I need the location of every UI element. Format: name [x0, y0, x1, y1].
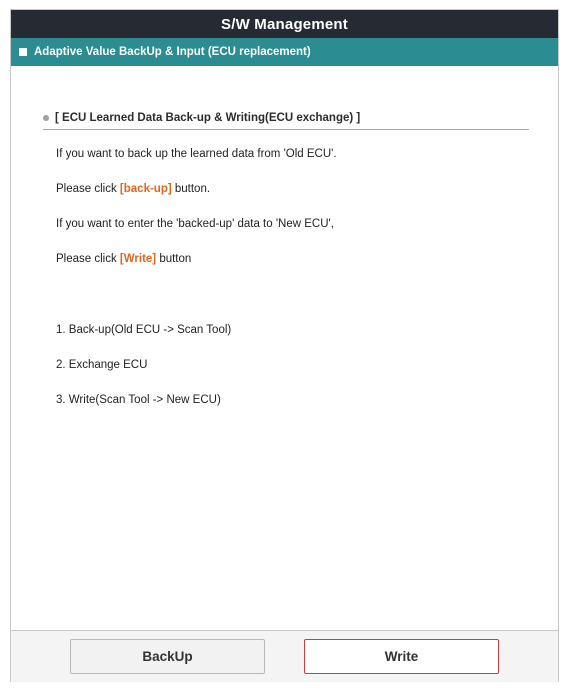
content-heading-row: [43, 106, 529, 130]
write-keyword: [Write]: [119, 253, 157, 265]
instruction-line-2-prefix: Please click: [56, 183, 120, 195]
instruction-line-2: [56, 183, 210, 195]
section-header: [11, 38, 558, 66]
instruction-line-4-prefix: Please click: [56, 253, 120, 265]
step-item: 2. Exchange ECU: [56, 359, 148, 371]
step-item: 1. Back-up(Old ECU -> Scan Tool): [56, 324, 232, 336]
backup-keyword: [back-up]: [119, 183, 172, 195]
instruction-line-2-suffix: button.: [171, 183, 211, 195]
backup-button[interactable]: BackUp: [70, 639, 265, 674]
step-item: 3. Write(Scan Tool -> New ECU): [56, 394, 221, 406]
window-title-bar: [11, 10, 558, 38]
sw-management-window: [10, 9, 559, 682]
section-title: Adaptive Value BackUp & Input (ECU replacement): [34, 46, 311, 58]
instruction-line-3: If you want to enter the 'backed-up' data to 'New ECU',: [56, 218, 334, 230]
content-panel: [11, 66, 558, 628]
instruction-line-4-suffix: button: [156, 253, 192, 265]
button-bar: [11, 630, 558, 682]
instruction-line-1: If you want to back up the learned data from 'Old ECU'.: [56, 148, 337, 160]
instruction-line-4: [56, 253, 191, 265]
content-heading: [ ECU Learned Data Back-up & Writing(ECU exchange) ]: [55, 111, 361, 124]
square-bullet-icon: [19, 48, 27, 56]
write-button[interactable]: Write: [304, 639, 499, 674]
window-title: S/W Management: [221, 15, 348, 33]
bullet-dot-icon: [43, 115, 49, 121]
